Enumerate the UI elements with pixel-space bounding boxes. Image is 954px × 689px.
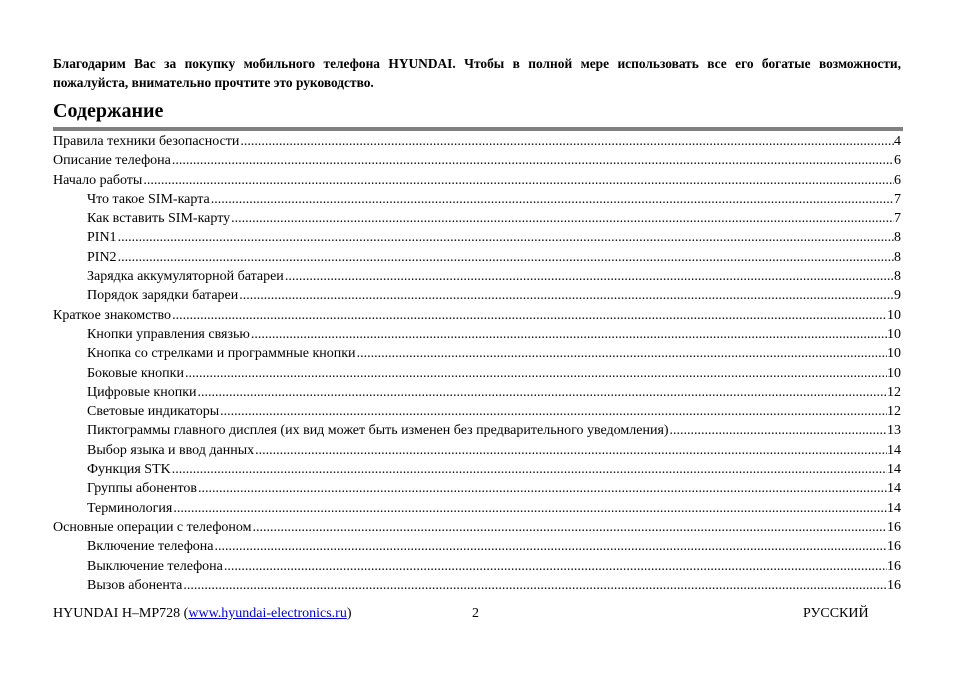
toc-entry-title: Как вставить SIM-карту — [87, 211, 231, 227]
footer-website-link[interactable]: www.hyundai-electronics.ru — [188, 606, 347, 621]
toc-entry[interactable] — [53, 151, 901, 170]
toc-leader-dots — [254, 441, 887, 460]
toc-leader-dots — [284, 267, 894, 286]
toc-leader-dots — [210, 190, 894, 209]
toc-entry[interactable] — [53, 228, 901, 247]
toc-leader-dots — [197, 479, 887, 498]
toc-entry[interactable] — [53, 557, 901, 576]
toc-entry[interactable] — [53, 383, 901, 402]
toc-entry-page: 9 — [894, 288, 901, 304]
toc-entry-page: 10 — [887, 346, 901, 362]
toc-leader-dots — [196, 383, 887, 402]
toc-entry-title: Порядок зарядки батареи — [87, 288, 239, 304]
toc-entry[interactable] — [53, 306, 901, 325]
toc-leader-dots — [171, 151, 894, 170]
toc-entry-page: 13 — [887, 423, 901, 439]
table-of-contents — [53, 132, 901, 595]
toc-entry-page: 16 — [887, 539, 901, 555]
toc-entry-page: 14 — [887, 442, 901, 458]
toc-entry-title: Выключение телефона — [87, 558, 223, 574]
toc-entry[interactable] — [53, 421, 901, 440]
toc-entry[interactable] — [53, 518, 901, 537]
toc-entry[interactable] — [53, 190, 901, 209]
toc-entry-page: 16 — [887, 558, 901, 574]
toc-entry-title: Описание телефона — [53, 153, 171, 169]
toc-entry-title: Начало работы — [53, 172, 143, 188]
toc-entry-page: 10 — [887, 307, 901, 323]
toc-leader-dots — [117, 248, 894, 267]
toc-entry-page: 8 — [894, 269, 901, 285]
footer-language: РУССКИЙ — [803, 606, 869, 621]
toc-entry[interactable] — [53, 576, 901, 595]
toc-leader-dots — [223, 557, 887, 576]
toc-entry[interactable] — [53, 441, 901, 460]
intro-paragraph: Благодарим Вас за покупку мобильного телефона HYUNDAI. Чтобы в полной мере использовать все его богатые возможности, пожалуйста, внимательно прочтите это руководство. — [53, 56, 901, 90]
toc-entry-page: 8 — [894, 249, 901, 265]
toc-entry[interactable] — [53, 537, 901, 556]
toc-entry-title: Цифровые кнопки — [87, 384, 197, 400]
toc-leader-dots — [669, 421, 887, 440]
toc-entry-title: Включение телефона — [87, 539, 214, 555]
toc-entry-title: Выбор языка и ввод данных — [87, 442, 255, 458]
toc-leader-dots — [219, 402, 887, 421]
toc-leader-dots — [250, 325, 887, 344]
footer-page-number: 2 — [472, 606, 479, 621]
toc-entry-page: 16 — [887, 519, 901, 535]
toc-leader-dots — [184, 364, 887, 383]
toc-entry-title: PIN1 — [87, 230, 117, 246]
toc-entry-title: Пиктограммы главного дисплея (их вид может быть изменен без предварительного уведомления) — [87, 423, 669, 439]
toc-entry[interactable] — [53, 402, 901, 421]
toc-entry-page: 7 — [894, 211, 901, 227]
toc-entry-page: 6 — [894, 172, 901, 188]
toc-entry[interactable] — [53, 344, 901, 363]
toc-entry[interactable] — [53, 460, 901, 479]
toc-leader-dots — [171, 460, 887, 479]
toc-entry-title: Что такое SIM-карта — [87, 191, 210, 207]
toc-leader-dots — [214, 537, 888, 556]
toc-entry-title: Зарядка аккумуляторной батареи — [87, 269, 284, 285]
toc-entry-title: Кнопка со стрелками и программные кнопки — [87, 346, 356, 362]
toc-entry-title: Функция STK — [87, 462, 171, 478]
toc-entry-title: Правила техники безопасности — [53, 134, 240, 149]
toc-entry-page: 10 — [887, 326, 901, 342]
toc-entry-page: 16 — [887, 577, 901, 593]
toc-entry[interactable] — [53, 499, 901, 518]
toc-entry-title: Кнопки управления связью — [87, 326, 250, 342]
toc-entry-title: Группы абонентов — [87, 481, 197, 497]
toc-entry[interactable] — [53, 325, 901, 344]
toc-entry[interactable] — [53, 267, 901, 286]
toc-leader-dots — [252, 518, 887, 537]
toc-entry-title: Основные операции с телефоном — [53, 519, 252, 535]
toc-entry-page: 10 — [887, 365, 901, 381]
toc-entry-title: Боковые кнопки — [87, 365, 184, 381]
toc-entry-page: 4 — [894, 134, 901, 149]
footer-model — [53, 605, 352, 623]
toc-leader-dots — [117, 228, 894, 247]
toc-leader-dots — [142, 171, 894, 190]
toc-entry-page: 8 — [894, 230, 901, 246]
toc-leader-dots — [230, 209, 894, 228]
toc-entry[interactable] — [53, 209, 901, 228]
heading-rule — [53, 127, 903, 131]
toc-entry[interactable] — [53, 286, 901, 305]
toc-entry-title: Световые индикаторы — [87, 404, 220, 420]
toc-entry-page: 7 — [894, 191, 901, 207]
toc-entry-title: PIN2 — [87, 249, 117, 265]
toc-entry[interactable] — [53, 248, 901, 267]
toc-leader-dots — [239, 132, 894, 151]
footer-model-prefix: HYUNDAI H–MP728 ( — [53, 606, 189, 621]
toc-leader-dots — [171, 306, 887, 325]
toc-entry[interactable] — [53, 132, 901, 151]
toc-entry-title: Терминология — [87, 500, 173, 516]
toc-entry[interactable] — [53, 364, 901, 383]
toc-entry-page: 12 — [887, 384, 901, 400]
toc-entry-page: 12 — [887, 404, 901, 420]
toc-leader-dots — [172, 499, 887, 518]
toc-entry-page: 14 — [887, 500, 901, 516]
toc-leader-dots — [238, 286, 894, 305]
toc-entry-page: 14 — [887, 481, 901, 497]
toc-entry-page: 6 — [894, 153, 901, 169]
toc-entry[interactable] — [53, 171, 901, 190]
footer-model-suffix: ) — [346, 606, 352, 621]
toc-entry-title: Вызов абонента — [87, 577, 183, 593]
contents-heading: Содержание — [53, 100, 164, 122]
toc-leader-dots — [356, 344, 887, 363]
toc-entry[interactable] — [53, 479, 901, 498]
toc-entry-title: Краткое знакомство — [53, 307, 172, 323]
toc-entry-page: 14 — [887, 462, 901, 478]
toc-leader-dots — [182, 576, 887, 595]
